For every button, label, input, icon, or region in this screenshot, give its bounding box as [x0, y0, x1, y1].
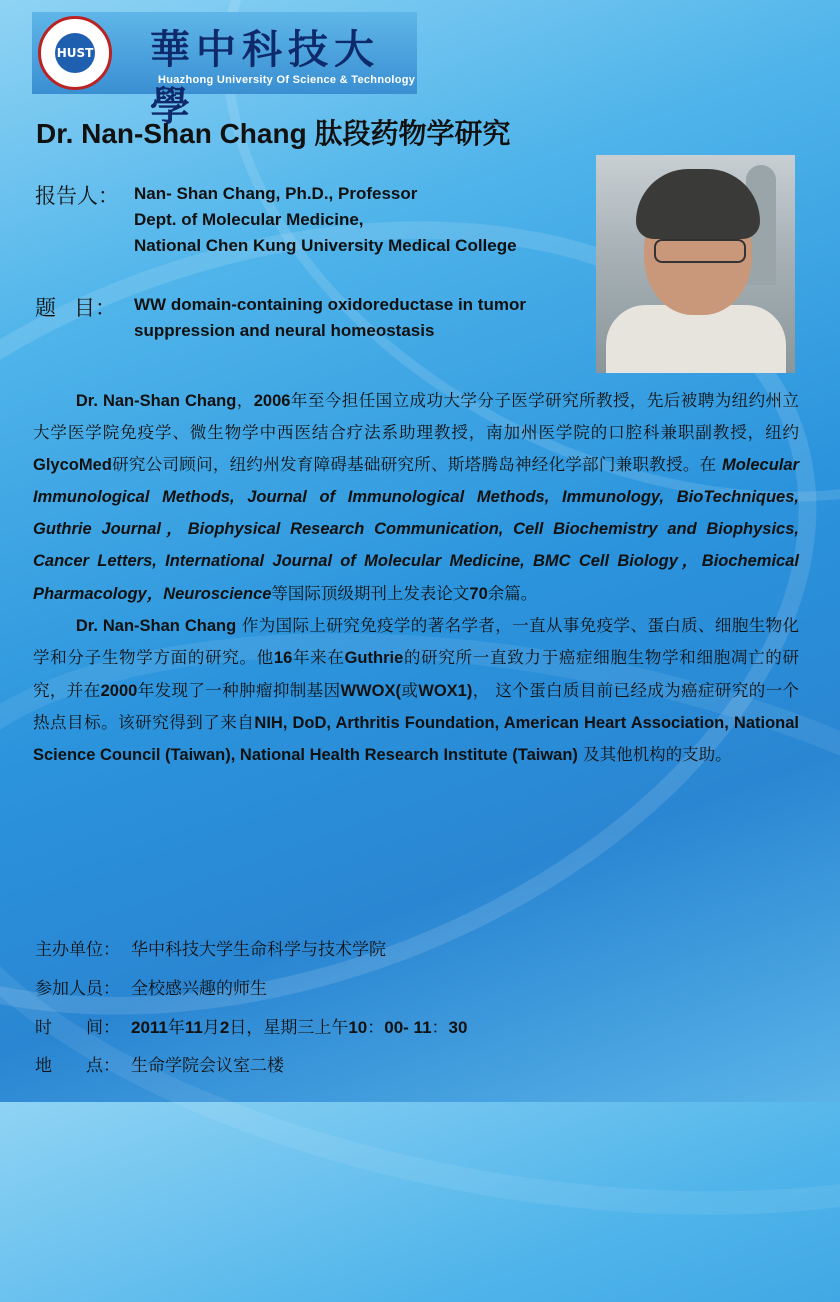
topic-label-char1: 题: [35, 296, 56, 320]
bio-text: 的研究所一直致力于癌症细胞生物学和细胞凋亡的研究，并在: [33, 648, 800, 700]
host-label: 主办单位：: [35, 940, 120, 960]
bio-text: ， 这个蛋白质目前已经成为癌症研究的一个热点目标。该研究得到了来自: [33, 680, 800, 732]
time-label: 时 间：: [35, 1018, 120, 1038]
topic-line: WW domain-containing oxidoreductase in tumor: [134, 295, 526, 314]
bio-text: 作为国际上研究免疫学的著名学者，一直从事免疫学、蛋白质、细胞生物化学和分子生物学方面的研究。他: [33, 616, 800, 668]
bio-text: 余篇。: [487, 583, 538, 603]
time-part: 年: [167, 1018, 185, 1038]
time-part: 00- 11: [384, 1018, 432, 1037]
university-seal-icon: [38, 16, 112, 90]
photo-shirt: [606, 305, 786, 373]
time-part: 月: [202, 1018, 220, 1038]
bio-text: 2006: [253, 392, 291, 410]
bio-text: ，: [236, 391, 254, 410]
bio-text: WWOX(: [340, 681, 401, 700]
speaker-line: Dept. of Molecular Medicine,: [134, 210, 364, 229]
host-value: 华中科技大学生命科学与技术学院: [131, 940, 386, 960]
bio-text: 及其他机构的支助。: [577, 745, 732, 765]
bio-text: 研究公司顾问，纽约州发育障碍基础研究所、斯塔腾岛神经化学部门兼职教授。在: [111, 454, 722, 474]
bio-text: 16: [273, 649, 293, 668]
time-part: 30: [448, 1018, 468, 1037]
bio-text: 70: [469, 584, 488, 603]
attendees-value: 全校感兴趣的师生: [131, 979, 267, 999]
time-row: [35, 1013, 467, 1038]
attendees-label: 参加人员：: [35, 979, 120, 999]
bio-text: Guthrie: [344, 649, 404, 668]
place-value: 生命学院会议室二楼: [131, 1056, 284, 1076]
bio-text: Dr. Nan-Shan Chang: [75, 617, 237, 636]
bio-text: 年发现了一种肿瘤抑制基因: [137, 680, 341, 700]
photo-hair: [636, 169, 760, 239]
host-row: [35, 935, 386, 960]
bio-text: WOX1): [418, 681, 473, 700]
university-logo-banner: [32, 12, 417, 130]
glasses-icon: [654, 239, 746, 263]
bio-text: GlycoMed: [33, 455, 112, 474]
bio-paragraph-1: [33, 385, 799, 772]
time-part: ：: [367, 1018, 385, 1038]
university-name-en: Huazhong University Of Science & Technology: [158, 74, 416, 86]
bio-text: 年至今担任国立成功大学分子医学研究所教授，先后被聘为纽约州立大学医学院免疫学、微生物学中西医结合疗法系助理教授，南加州医学院的口腔科兼职副教授，纽约: [33, 391, 800, 443]
topic-label-char2: 目：: [74, 296, 116, 320]
speaker-photo: [596, 155, 795, 373]
speaker-line: Nan- Shan Chang, Ph.D., Professor: [134, 184, 418, 203]
time-part: ：: [431, 1018, 449, 1038]
speaker-line: National Chen Kung University Medical College: [134, 236, 517, 255]
bio-text: 或: [400, 680, 419, 700]
bio-text: Dr. Nan-Shan Chang: [75, 392, 237, 410]
funding-list: NIH, DoD, Arthritis Foundation, American Heart Association, National Science Council (Taiwan), National Health Research Institute (Taiwan): [33, 713, 800, 765]
place-row: [35, 1051, 284, 1076]
bio-text: 等国际顶级期刊上发表论文: [271, 583, 470, 603]
attendees-row: [35, 974, 267, 999]
time-part: 日，星期三上午: [229, 1018, 349, 1038]
journal-list: Molecular Immunological Methods, Journal of Immunological Methods, Immunology, BioTechniques, Guthrie Journal，Biophysical Research Communication, Cell Biochemistry and Biophysics, Cancer Letters, International Journal of Molecular Medicine, BMC Cell Biology，Biochemical Pharmacology，Neuroscience: [33, 455, 799, 603]
speaker-label: 报告人：: [35, 184, 119, 208]
time-part: 11: [184, 1018, 203, 1037]
bio-text: 年来在: [292, 648, 345, 668]
place-label: 地 点：: [35, 1056, 120, 1076]
time-part: 2011: [131, 1018, 168, 1037]
seal-emblem: HUST: [55, 33, 95, 73]
bio-text: 2000: [100, 681, 138, 700]
time-part: 10: [348, 1018, 368, 1037]
university-name-cn: 華中科技大學: [150, 26, 380, 130]
page-title: Dr. Nan-Shan Chang 肽段药物学研究: [36, 118, 511, 149]
topic-line: suppression and neural homeostasis: [134, 321, 435, 340]
time-part: 2: [219, 1018, 230, 1037]
